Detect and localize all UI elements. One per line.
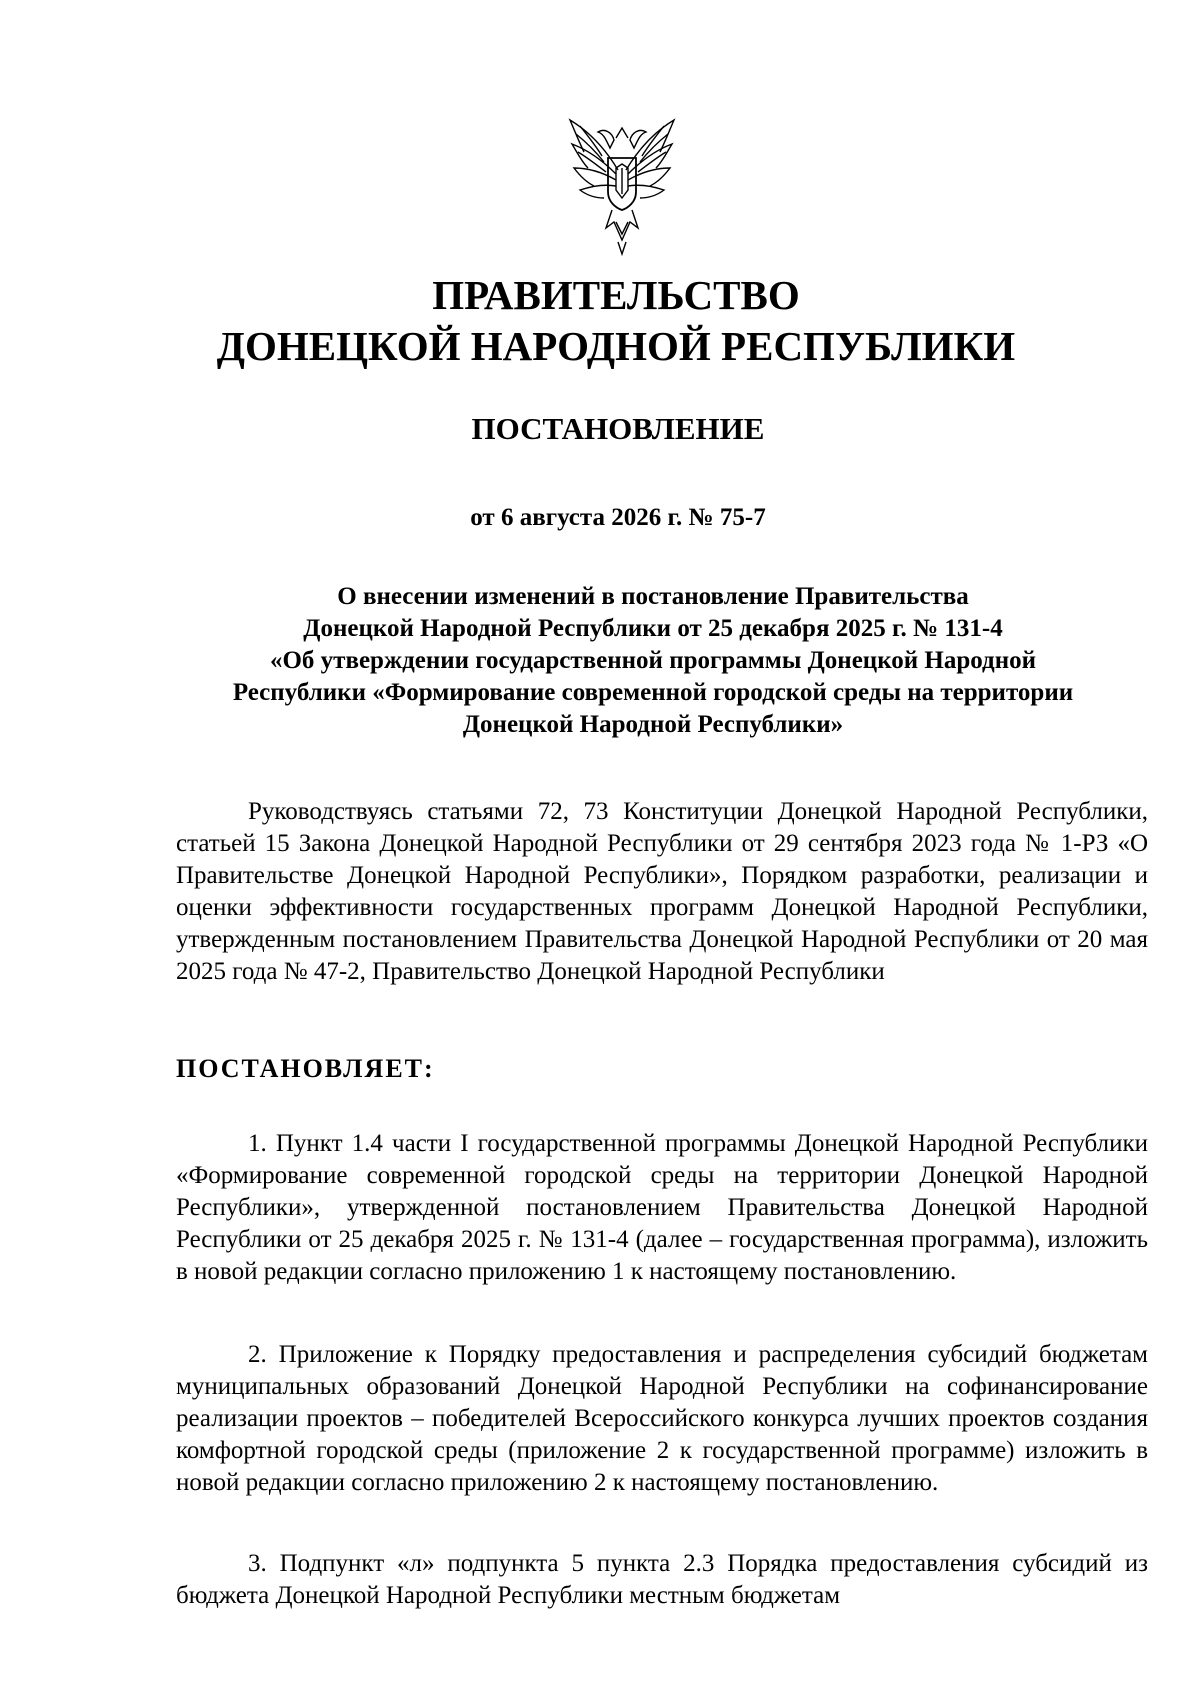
title-line: О внесении изменений в постановление Правительства: [337, 583, 969, 610]
authority-line-2: ДОНЕЦКОЙ НАРОДНОЙ РЕСПУБЛИКИ: [216, 323, 1016, 369]
title-line: Донецкой Народной Республики от 25 декабря 2025 г. № 131-4: [303, 615, 1003, 642]
decree-word: ПОСТАНОВЛЯЕТ:: [176, 1054, 435, 1083]
document-type: ПОСТАНОВЛЕНИЕ: [471, 411, 765, 446]
document-title: [170, 581, 1136, 741]
coat-of-arms-emblem: [566, 110, 678, 256]
preamble-paragraph: Руководствуясь статьями 72, 73 Конституции Донецкой Народной Республики, статьей 15 Закона Донецкой Народной Республики от 29 сентября 2023 года № 1-РЗ «О Правительстве Донецкой Народной Республики», Порядком разработки, реализации и оценки эффективности государственных программ Донецкой Народной Республики, утвержденным постановлением Правительства Донецкой Народной Республики от 20 мая 2025 года № 47-2, Правительство Донецкой Народной Республики: [176, 798, 1148, 985]
title-line: Донецкой Народной Республики»: [462, 711, 844, 738]
document-date-number: от 6 августа 2026 г. № 75-7: [470, 504, 766, 531]
title-line: Республики «Формирование современной городской среды на территории: [232, 679, 1074, 706]
issuing-authority: [0, 270, 1200, 372]
decree-item-1: 1. Пункт 1.4 части I государственной программы Донецкой Народной Республики «Формирование современной городской среды на территории Донецкой Народной Республики», утвержденной постановлением Правительства Донецкой Народной Республики от 25 декабря 2025 г. № 131-4 (далее – государственная программа), изложить в новой редакции согласно приложению 1 к настоящему постановлению.: [176, 1130, 1148, 1285]
decree-item-3: 3. Подпункт «л» подпункта 5 пункта 2.3 Порядка предоставления субсидий из бюджета Донецкой Народной Республики местным бюджетам: [176, 1550, 1148, 1609]
decree-item-2: 2. Приложение к Порядку предоставления и распределения субсидий бюджетам муниципальных образований Донецкой Народной Республики на софинансирование реализации проектов – победителей Всероссийского конкурса лучших проектов создания комфортной городской среды (приложение 2 к государственной программе) изложить в новой редакции согласно приложению 2 к настоящему постановлению.: [176, 1341, 1148, 1496]
authority-line-1: ПРАВИТЕЛЬСТВО: [432, 272, 800, 318]
title-line: «Об утверждении государственной программы Донецкой Народной: [269, 647, 1037, 674]
